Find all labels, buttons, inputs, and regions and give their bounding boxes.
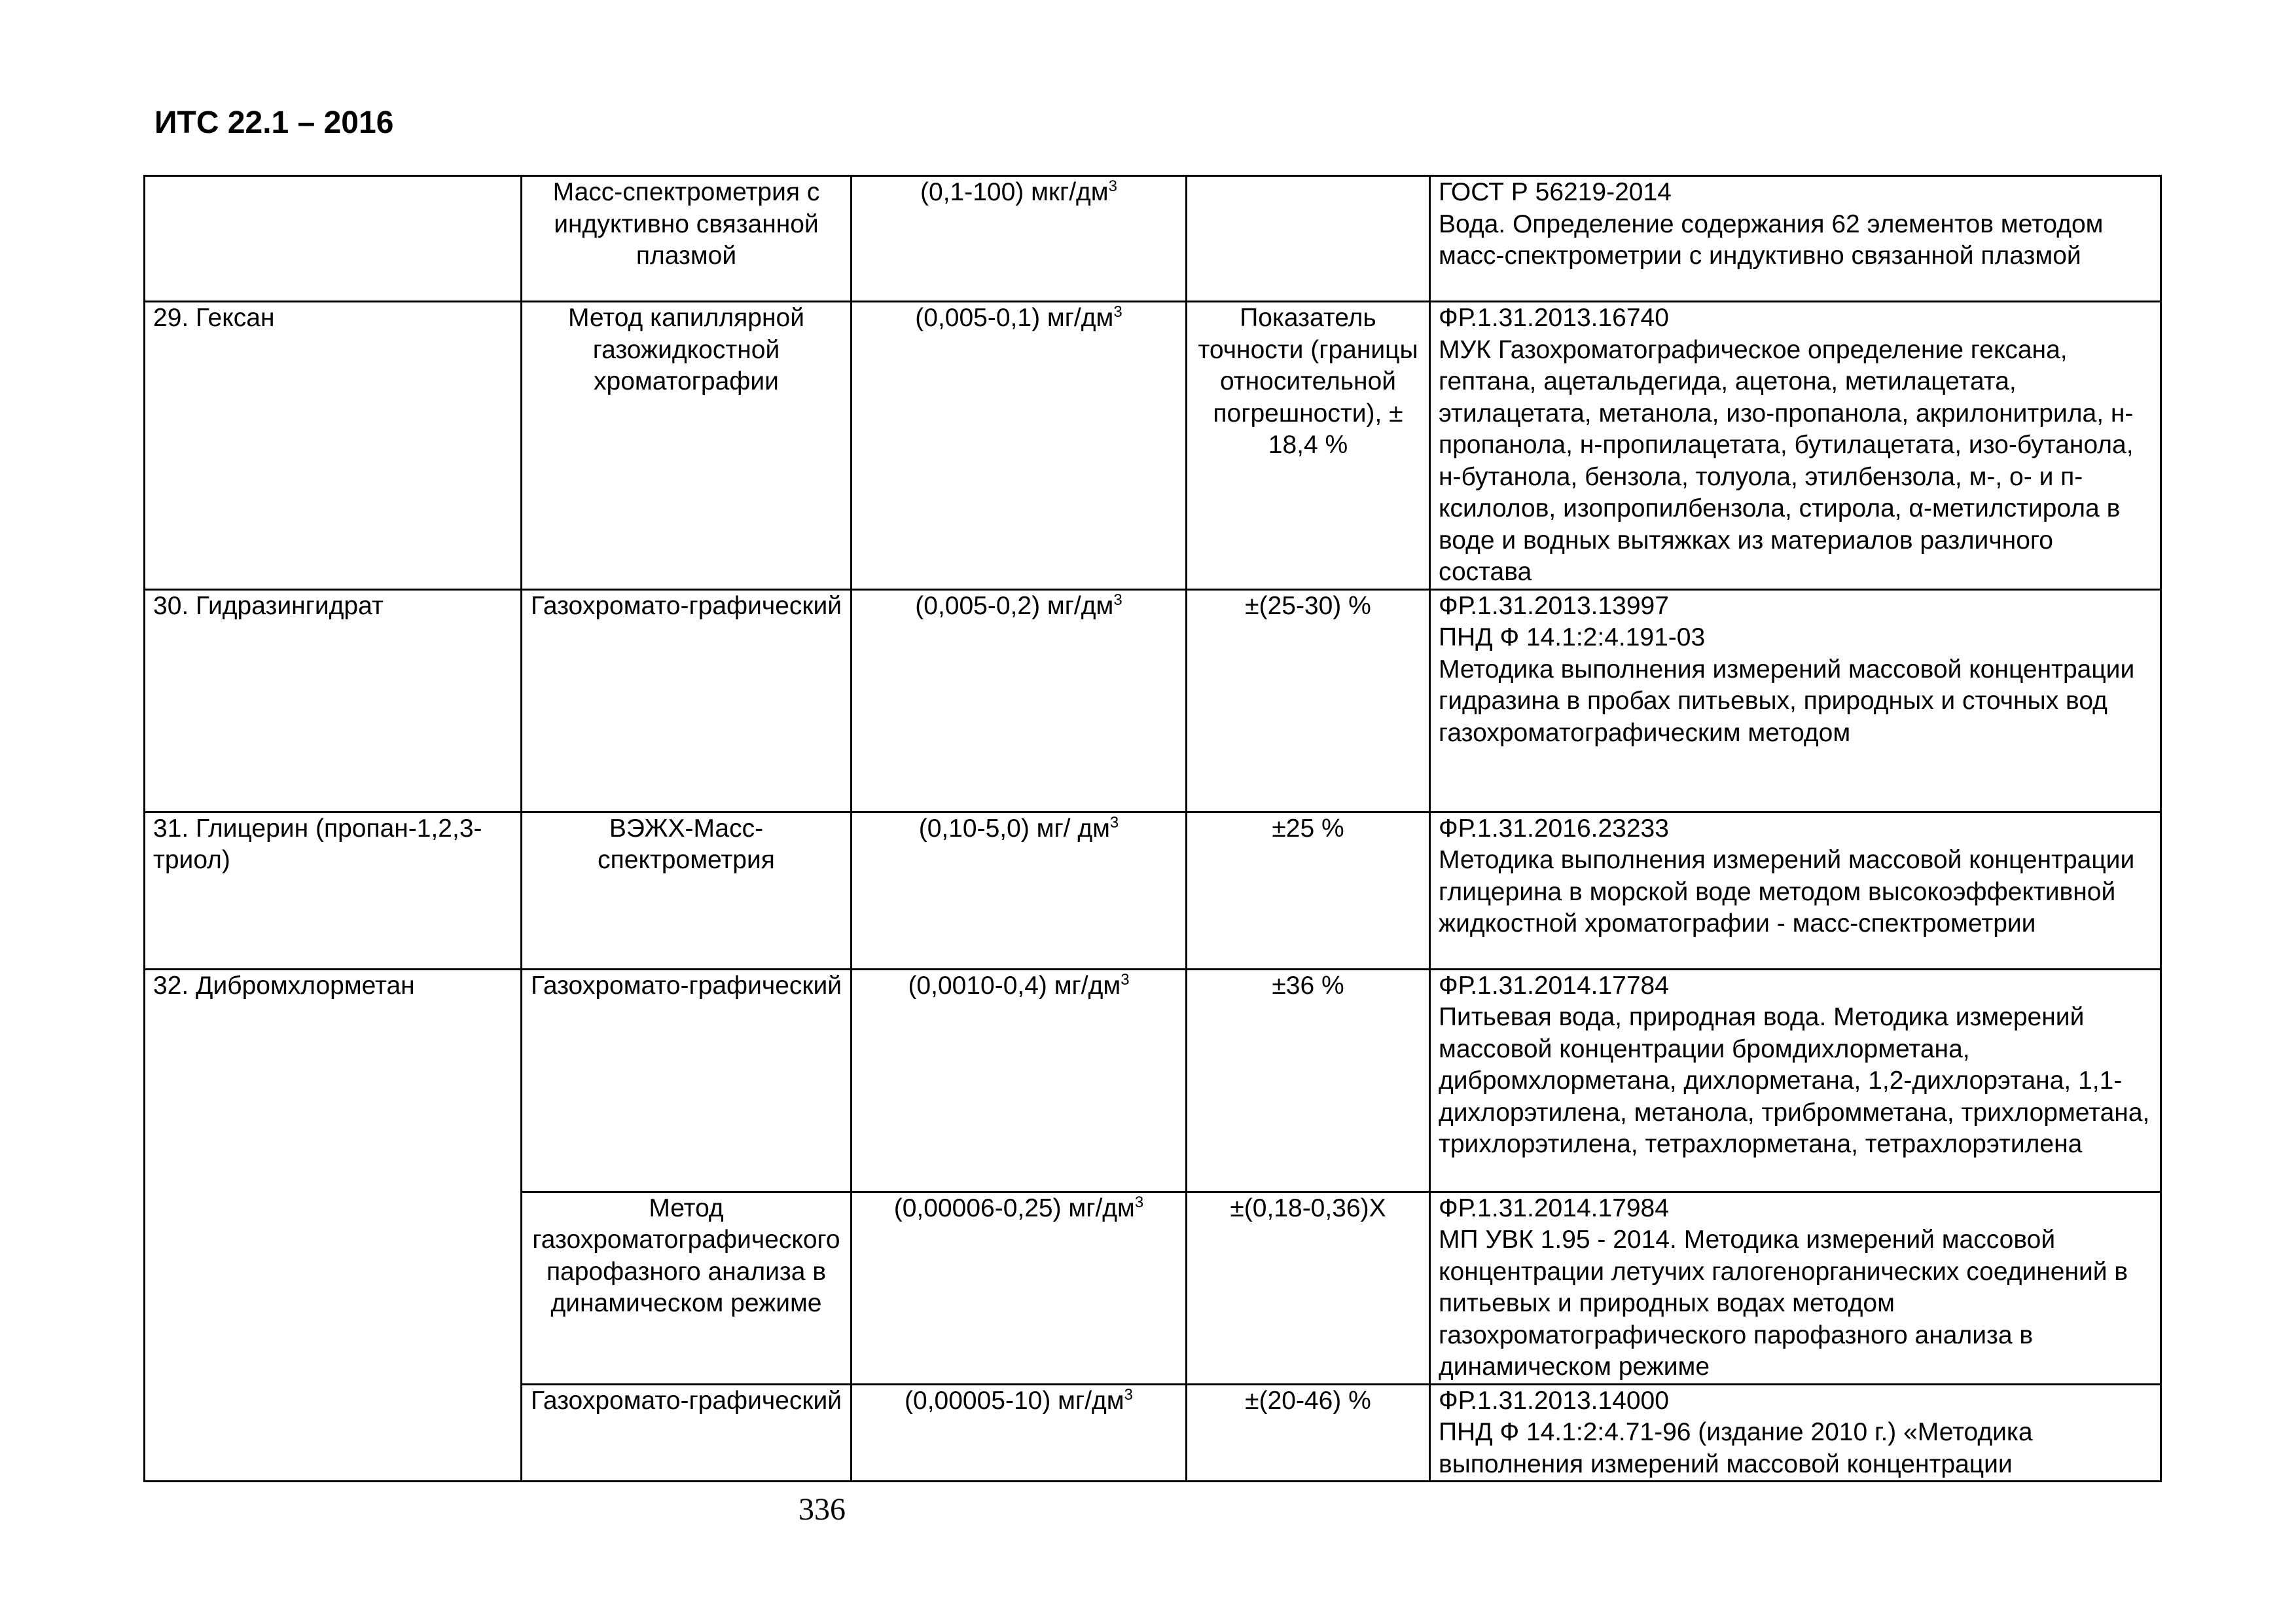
substance-cell: 29. Гексан [145, 302, 522, 590]
reference-text: Методика выполнения измерений массовой концентрации гидразина в пробах питьевых, природных и сточных вод газохроматографическим методом [1439, 655, 2135, 747]
accuracy-cell: ±25 % [1187, 812, 1430, 969]
reference-cell [1430, 812, 2161, 969]
method-cell: Газохромато-графический [522, 589, 852, 812]
reference-code: ФР.1.31.2013.13997 [1439, 591, 1669, 620]
reference-cell [1430, 589, 2161, 812]
accuracy-cell: ±36 % [1187, 969, 1430, 1192]
table-row [145, 812, 2161, 969]
reference-cell [1430, 302, 2161, 590]
range-value: (0,00005-10) мг/дм [905, 1386, 1124, 1415]
reference-text: МУК Газохроматографическое определение гексана, гептана, ацетальдегида, ацетона, метилацетата, этилацетата, метанола, изо-пропанола, акрилонитрила, н-пропанола, н-пропилацетата, бутилацетата, изо-бутанола, н-бутанола, бензола, толуола, этилбензола, м-, о- и п-ксилолов, изопропилбензола, стирола, α-метилстирола в воде и водных вытяжках из материалов различного состава [1439, 335, 2134, 586]
reference-code: ФР.1.31.2014.17984 [1439, 1194, 1669, 1222]
range-superscript: 3 [1121, 970, 1130, 989]
accuracy-cell: ±(20-46) % [1187, 1384, 1430, 1482]
range-value: (0,10-5,0) мг/ дм [918, 814, 1110, 843]
table-row [145, 969, 2161, 1192]
accuracy-cell: ±(25-30) % [1187, 589, 1430, 812]
reference-text: Питьевая вода, природная вода. Методика измерений массовой концентрации бромдихлорметана, дибромхлорметана, дихлорметана, 1,2-дихлорэтана, 1,1-дихлорэтилена, метанола, трибромметана, трихлорметана, трихлорэтилена, тетрахлорметана, тетрахлорэтилена [1439, 1003, 2150, 1158]
range-superscript: 3 [1124, 1385, 1133, 1404]
method-cell: Метод газохроматографического парофазного анализа в динамическом режиме [522, 1192, 852, 1384]
range-value: (0,005-0,1) мг/дм [915, 304, 1114, 332]
reference-text: МП УВК 1.95 - 2014. Методика измерений массовой концентрации летучих галогенорганических соединений в питьевых и природных водах методом газохроматографического парофазного анализа в динамическом режиме [1439, 1226, 2128, 1381]
method-cell: Газохромато-графический [522, 969, 852, 1192]
page-number: 336 [798, 1492, 846, 1527]
range-value: (0,005-0,2) мг/дм [915, 591, 1114, 620]
reference-text: Вода. Определение содержания 62 элементов методом масс-спектрометрии с индуктивно связанной плазмой [1439, 210, 2104, 270]
reference-text: ПНД Ф 14.1:2:4.71-96 (издание 2010 г.) «Методика выполнения измерений массовой концентрации [1439, 1418, 2033, 1478]
table-row [145, 589, 2161, 812]
reference-cell [1430, 969, 2161, 1192]
range-superscript: 3 [1113, 591, 1122, 609]
range-cell [852, 812, 1187, 969]
range-cell [852, 302, 1187, 590]
range-superscript: 3 [1109, 813, 1119, 831]
table-row [145, 176, 2161, 302]
reference-code: ГОСТ Р 56219-2014 [1439, 178, 1672, 206]
document-header: ИТС 22.1 – 2016 [154, 105, 394, 140]
substance-cell [145, 176, 522, 302]
range-superscript: 3 [1134, 1193, 1144, 1211]
range-cell [852, 1384, 1187, 1482]
accuracy-cell: Показатель точности (границы относительной погрешности), ± 18,4 % [1187, 302, 1430, 590]
range-cell [852, 589, 1187, 812]
range-cell [852, 176, 1187, 302]
reference-code: ФР.1.31.2016.23233 [1439, 814, 1669, 843]
reference-code: ФР.1.31.2013.14000 [1439, 1386, 1669, 1415]
method-cell: ВЭЖХ-Масс-спектрометрия [522, 812, 852, 969]
range-superscript: 3 [1108, 177, 1117, 195]
method-cell: Газохромато-графический [522, 1384, 852, 1482]
reference-code: ФР.1.31.2013.16740 [1439, 304, 1669, 332]
range-cell [852, 969, 1187, 1192]
reference-cell [1430, 1384, 2161, 1482]
substance-cell: 30. Гидразингидрат [145, 589, 522, 812]
reference-code: ФР.1.31.2014.17784 [1439, 971, 1669, 1000]
table-row [145, 302, 2161, 590]
method-cell: Метод капиллярной газожидкостной хроматографии [522, 302, 852, 590]
range-value: (0,1-100) мкг/дм [920, 178, 1109, 206]
method-cell: Масс-спектрометрия с индуктивно связанной плазмой [522, 176, 852, 302]
range-value: (0,0010-0,4) мг/дм [908, 971, 1121, 1000]
accuracy-cell [1187, 176, 1430, 302]
substance-cell: 31. Глицерин (пропан-1,2,3-триол) [145, 812, 522, 969]
reference-text: Методика выполнения измерений массовой концентрации глицерина в морской воде методом высокоэффективной жидкостной хроматографии - масс-спектрометрии [1439, 846, 2135, 938]
reference-code-secondary: ПНД Ф 14.1:2:4.191-03 [1439, 623, 1706, 651]
reference-cell [1430, 176, 2161, 302]
range-value: (0,00006-0,25) мг/дм [893, 1194, 1135, 1222]
reference-cell [1430, 1192, 2161, 1384]
range-cell [852, 1192, 1187, 1384]
range-superscript: 3 [1113, 303, 1122, 321]
methods-table [143, 175, 2162, 1482]
accuracy-cell: ±(0,18-0,36)X [1187, 1192, 1430, 1384]
substance-cell: 32. Дибромхлорметан [145, 969, 522, 1482]
